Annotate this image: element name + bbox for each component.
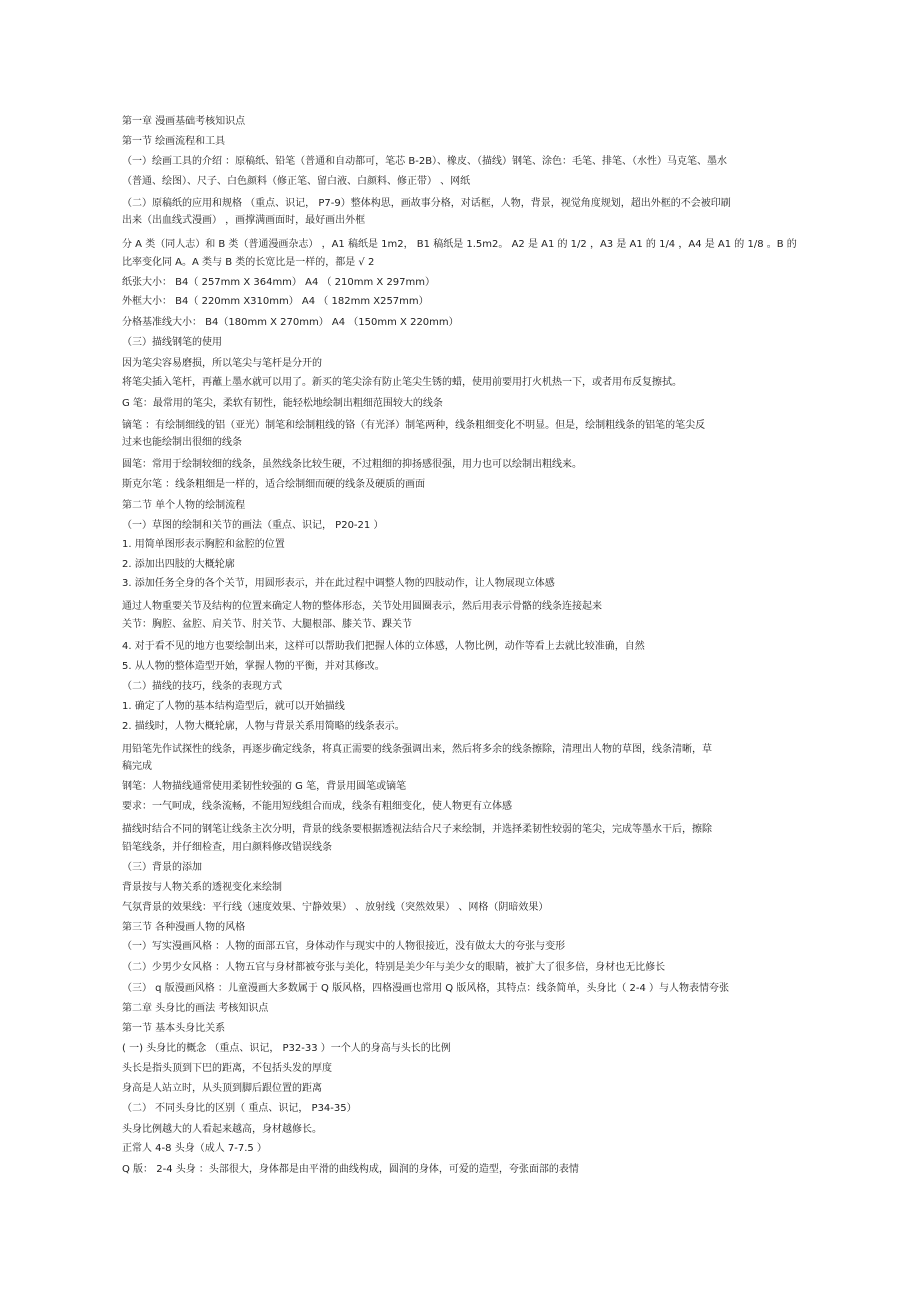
text-line: （一）写实漫画风格 ：人物的面部五官，身体动作与现实中的人物很接近，没有做太大的夸张与变形 — [122, 941, 566, 952]
text-line: 出来（出血线式漫画） ，画撑满画面时，最好画出外框 — [122, 215, 366, 226]
text-line: 过来也能绘制出很细的线条 — [122, 437, 242, 448]
section-heading: 第一节 基本头身比关系 — [122, 1023, 226, 1034]
subsection-heading: ( 一) 头身比的概念 （重点、识记， P32-33 ）一个人的身高与头长的比例 — [122, 1043, 451, 1054]
text-line: 2. 描线时，人物大概轮廓，人物与背景关系用简略的线条表示。 — [122, 721, 405, 732]
text-line: （普通、绘图）、尺子、白色颜料（修正笔、留白液、白颜料、修正带） 、网纸 — [122, 176, 471, 187]
text-line: （一）绘画工具的介绍 ：原稿纸、铅笔（普通和自动都可，笔芯 B-2B）、橡皮、（描线）钢笔、涂色：毛笔、排笔、（水性）马克笔、墨水 — [122, 156, 728, 167]
text-line: 因为笔尖容易磨损，所以笔尖与笔杆是分开的 — [122, 358, 322, 369]
chapter-2-heading: 第二章 头身比的画法 考核知识点 — [122, 1003, 269, 1014]
text-line: 将笔尖插入笔杆，再蘸上墨水就可以用了。新买的笔尖涂有防止笔尖生锈的蜡，使用前要用打火机热一下，或者用布反复擦拭。 — [122, 377, 682, 388]
text-line: 关节：胸腔、盆腔、肩关节、肘关节、大腿根部、膝关节、踝关节 — [122, 619, 412, 630]
text-line: 用铅笔先作试探性的线条，再逐步确定线条，将真正需要的线条强调出来，然后将多余的线条擦除，清理出人物的草图，线条清晰，草 — [122, 744, 712, 755]
text-line: 头身比例越大的人看起来越高，身材越修长。 — [122, 1124, 322, 1135]
text-line: 4. 对于看不见的地方也要绘制出来，这样可以帮助我们把握人体的立体感，人物比例，动作等看上去就比较准确，自然 — [122, 641, 645, 652]
subsection-heading: （二） 不同头身比的区别（ 重点、识记， P34-35） — [122, 1103, 357, 1114]
text-line: 钢笔：人物描线通常使用柔韧性较强的 G 笔，背景用圆笔或镝笔 — [122, 781, 407, 792]
text-line: 分 A 类（同人志）和 B 类（普通漫画杂志） ，A1 稿纸是 1m2， B1 稿纸是 1.5m2。 A2 是 A1 的 1/2 ，A3 是 A1 的 1/4 ，A4 是 A1 的 1/8 。B 的 — [122, 239, 797, 250]
text-line: G 笔：最常用的笔尖，柔软有韧性，能轻松地绘制出粗细范围较大的线条 — [122, 398, 443, 409]
text-line: 外框大小： B4（ 220mm X310mm） A4 （ 182mm X257mm） — [122, 296, 429, 307]
text-line: 1. 用简单图形表示胸腔和盆腔的位置 — [122, 539, 285, 550]
text-line: 5. 从人物的整体造型开始，掌握人物的平衡，并对其修改。 — [122, 661, 385, 672]
text-line: 圆笔：常用于绘制较细的线条，虽然线条比较生硬，不过粗细的抑扬感很强，用力也可以绘制出粗线来。 — [122, 459, 582, 470]
text-line: 比率变化同 A。A 类与 B 类的长宽比是一样的，都是 √ 2 — [122, 257, 375, 268]
text-line: 铅笔线条，并仔细检查，用白颜料修改错误线条 — [122, 842, 332, 853]
text-line: 2. 添加出四肢的大概轮廓 — [122, 559, 235, 570]
text-line: 纸张大小： B4（ 257mm X 364mm） A4 （ 210mm X 297mm） — [122, 277, 436, 288]
text-line: 身高是人站立时，从头顶到脚后跟位置的距离 — [122, 1083, 322, 1094]
text-line: 头长是指头顶到下巴的距离，不包括头发的厚度 — [122, 1063, 332, 1074]
section-3-heading: 第三节 各种漫画人物的风格 — [122, 922, 246, 933]
text-line: 正常人 4-8 头身（成人 7-7.5 ） — [122, 1143, 267, 1154]
text-line: 要求：一气呵成，线条流畅，不能用短线组合而成，线条有粗细变化，使人物更有立体感 — [122, 801, 512, 812]
text-line: 斯克尔笔 ：线条粗细是一样的，适合绘制细而硬的线条及硬质的画面 — [122, 479, 426, 490]
subsection-heading: （一）草图的绘制和关节的画法（重点、识记， P20-21 ） — [122, 520, 384, 531]
text-line: 气氛背景的效果线：平行线（速度效果、宁静效果） 、放射线（突然效果） 、网格（阴暗效果） — [122, 902, 549, 913]
text-line: （三） q 版漫画风格 ：儿童漫画大多数属于 Q 版风格，四格漫画也常用 Q 版风格，其特点：线条简单，头身比（ 2-4 ）与人物表情夸张 — [122, 983, 730, 994]
section-1-heading: 第一节 绘画流程和工具 — [122, 136, 226, 147]
subsection-heading: （三）背景的添加 — [122, 862, 202, 873]
chapter-1-heading: 第一章 漫画基础考核知识点 — [122, 116, 246, 127]
text-line: 分格基准线大小： B4（180mm X 270mm） A4 （150mm X 220mm） — [122, 317, 459, 328]
text-line: Q 版： 2-4 头身 ：头部很大，身体都是由平滑的曲线构成，圆润的身体，可爱的造型，夸张面部的表情 — [122, 1164, 579, 1175]
text-line: 3. 添加任务全身的各个关节，用圆形表示，并在此过程中调整人物的四肢动作，让人物展现立体感 — [122, 578, 555, 589]
text-line: 描线时结合不同的钢笔让线条主次分明，背景的线条要根据透视法结合尺子来绘制，并选择柔韧性较弱的笔尖，完成等墨水干后，擦除 — [122, 824, 712, 835]
text-line: 背景按与人物关系的透视变化来绘制 — [122, 882, 282, 893]
text-line: 稿完成 — [122, 761, 152, 772]
section-2-heading: 第二节 单个人物的绘制流程 — [122, 500, 246, 511]
text-line: 通过人物重要关节及结构的位置来确定人物的整体形态，关节处用圆圈表示，然后用表示骨骼的线条连接起来 — [122, 601, 602, 612]
text-line: （二）原稿纸的应用和规格 （重点、识记， P7-9）整体构思，画故事分格，对话框，人物，背景，视觉角度规划，超出外框的不会被印刷 — [122, 198, 731, 209]
text-line: 1. 确定了人物的基本结构造型后，就可以开始描线 — [122, 701, 345, 712]
subsection-heading: （二）描线的技巧，线条的表现方式 — [122, 681, 282, 692]
text-line: 镝笔 ：有绘制细线的铝（亚光）制笔和绘制粗线的铬（有光泽）制笔两种，线条粗细变化不明显。但是，绘制粗线条的铝笔的笔尖反 — [122, 420, 706, 431]
text-line: （二）少男少女风格 ：人物五官与身材都被夸张与美化，特别是美少年与美少女的眼睛，被扩大了很多倍，身材也无比修长 — [122, 962, 666, 973]
subsection-heading: （三）描线钢笔的使用 — [122, 337, 222, 348]
